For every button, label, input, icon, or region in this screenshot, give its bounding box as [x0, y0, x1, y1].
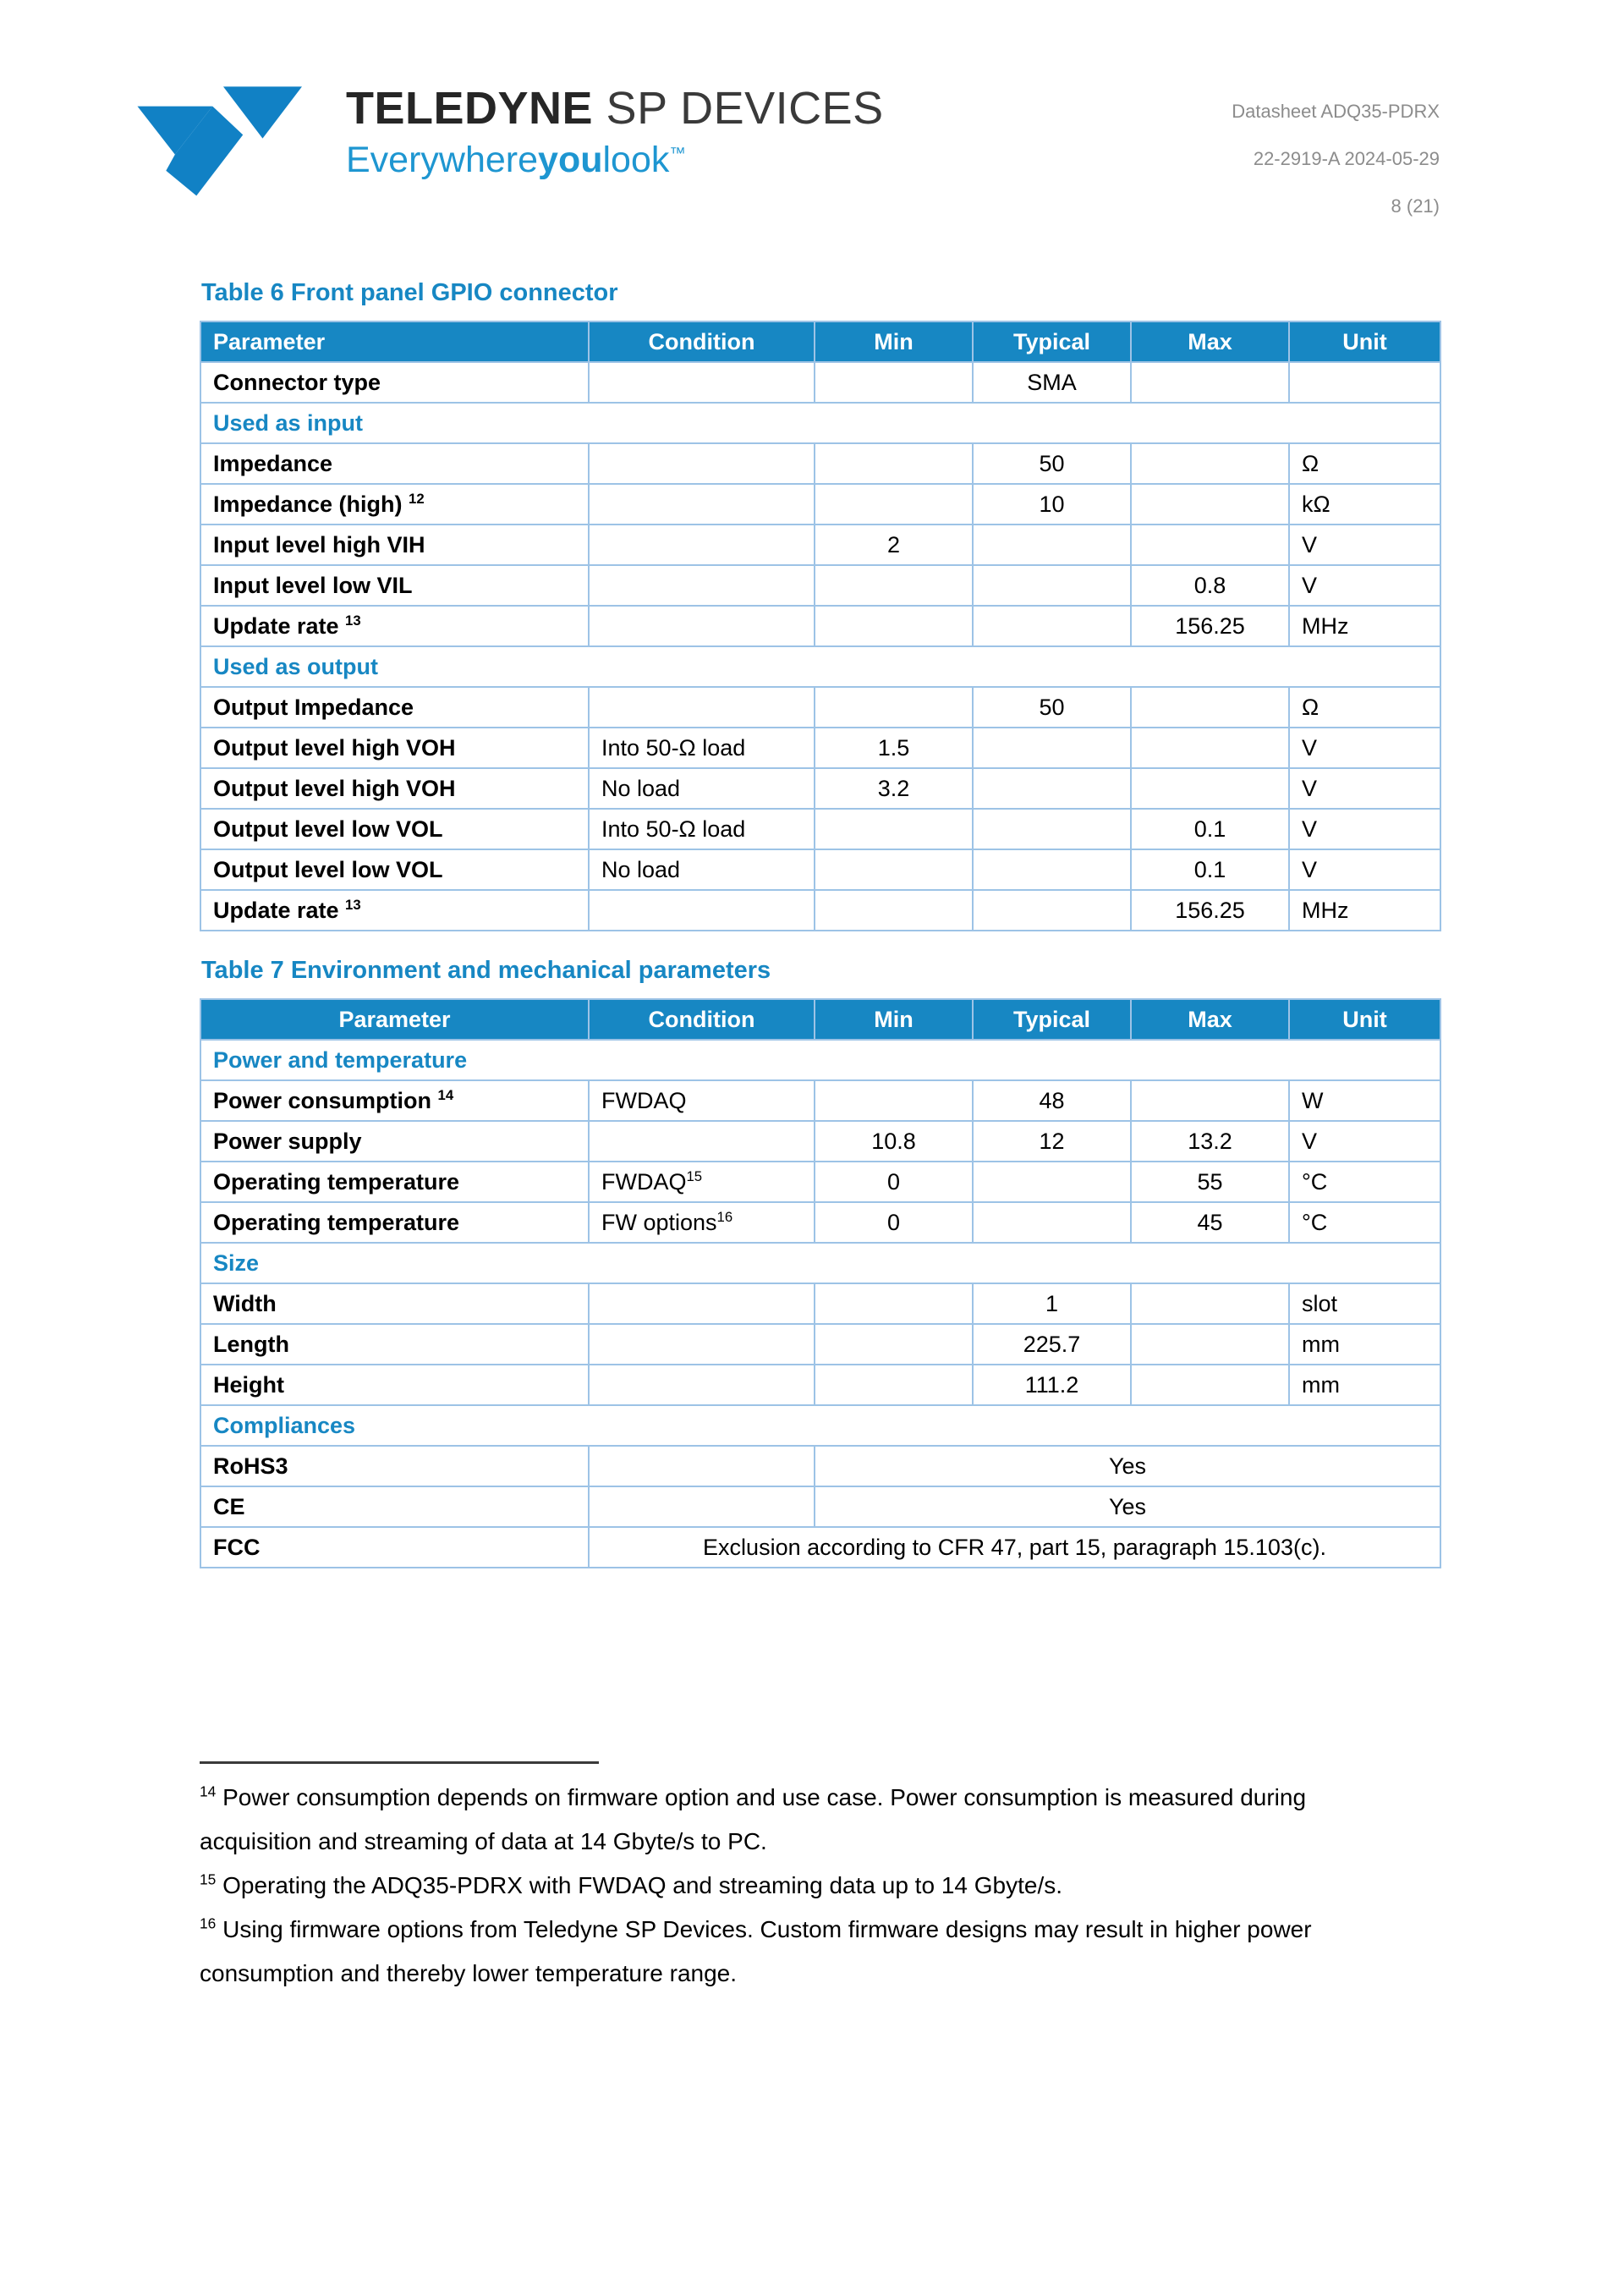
parameter-cell: Output Impedance [200, 687, 589, 728]
table-row [200, 1121, 1440, 1162]
max-cell: 0.1 [1131, 849, 1289, 890]
unit-cell: MHz [1289, 606, 1440, 646]
table-row [200, 484, 1440, 525]
table-row [200, 1202, 1440, 1243]
table-row [200, 443, 1440, 484]
section-row [200, 1243, 1440, 1283]
header-row [200, 321, 1440, 362]
parameter-cell: Update rate $^{13}$ [200, 890, 589, 931]
section-row [200, 403, 1440, 443]
typical-cell: 12 [973, 1121, 1131, 1162]
condition-cell: FW options$^{16}$ [589, 1202, 815, 1243]
typical-cell: 10 [973, 484, 1131, 525]
unit-cell: Ω [1289, 687, 1440, 728]
parameter-cell: Input level high VIH [200, 525, 589, 565]
condition-cell [589, 525, 815, 565]
unit-cell: V [1289, 1121, 1440, 1162]
min-cell [815, 1324, 973, 1365]
table-row [200, 809, 1440, 849]
superscript-ref: 16 [716, 1208, 733, 1225]
typical-cell [973, 849, 1131, 890]
section-row [200, 1040, 1440, 1080]
condition-cell [589, 484, 815, 525]
condition-cell [589, 1121, 815, 1162]
table-row [200, 1365, 1440, 1405]
min-cell [815, 1080, 973, 1121]
table-row [200, 1446, 1440, 1486]
unit-cell: °C [1289, 1162, 1440, 1202]
superscript-ref: 13 [345, 896, 361, 913]
max-cell [1131, 1283, 1289, 1324]
footnote-number: 15 [200, 1870, 217, 1888]
table6-title: Table 6 Front panel GPIO connector [201, 279, 618, 306]
condition-cell [589, 1486, 815, 1527]
parameter-cell: Impedance (high) $^{12}$ [200, 484, 589, 525]
column-header-condition: Condition [589, 999, 815, 1040]
merged-value-cell: Exclusion according to CFR 47, part 15, paragraph 15.103(c). [589, 1527, 1440, 1568]
unit-cell: mm [1289, 1324, 1440, 1365]
column-header-unit: Unit [1289, 321, 1440, 362]
column-header-min: Min [815, 321, 973, 362]
max-cell: 55 [1131, 1162, 1289, 1202]
superscript-ref: 15 [686, 1167, 703, 1184]
typical-cell [973, 606, 1131, 646]
max-cell: 0.1 [1131, 809, 1289, 849]
column-header-typical: Typical [973, 321, 1131, 362]
min-cell: 1.5 [815, 728, 973, 768]
tagline-pre: Everywhere [346, 139, 539, 180]
condition-cell: FWDAQ$^{15}$ [589, 1162, 815, 1202]
min-cell [815, 1365, 973, 1405]
doc-title: Datasheet ADQ35-PDRX [1232, 101, 1440, 122]
unit-cell: V [1289, 849, 1440, 890]
unit-cell: mm [1289, 1365, 1440, 1405]
tagline-you: you [538, 139, 603, 180]
superscript-ref: 13 [345, 612, 361, 629]
typical-cell: 50 [973, 443, 1131, 484]
page-number: 8 (21) [1391, 195, 1440, 217]
superscript-ref: 14 [437, 1086, 454, 1103]
condition-cell [589, 1365, 815, 1405]
typical-cell [973, 565, 1131, 606]
typical-cell: 48 [973, 1080, 1131, 1121]
footnote-number: 16 [200, 1914, 217, 1932]
condition-cell [589, 890, 815, 931]
unit-cell: V [1289, 565, 1440, 606]
page-content [200, 279, 1440, 1996]
section-row [200, 646, 1440, 687]
section-label: Power and temperature [200, 1040, 1440, 1080]
unit-cell: °C [1289, 1202, 1440, 1243]
brand-name [346, 85, 884, 133]
max-cell [1131, 1080, 1289, 1121]
table-row [200, 1283, 1440, 1324]
doc-revision-date: 22-2919-A 2024-05-29 [1253, 148, 1440, 169]
parameter-cell: Operating temperature [200, 1162, 589, 1202]
condition-cell: No load [589, 849, 815, 890]
column-header-parameter: Parameter [200, 321, 589, 362]
condition-cell [589, 1446, 815, 1486]
condition-cell: Into 50-Ω load [589, 809, 815, 849]
column-header-unit: Unit [1289, 999, 1440, 1040]
brand-block [108, 81, 884, 206]
condition-cell [589, 362, 815, 403]
parameter-cell: Input level low VIL [200, 565, 589, 606]
min-cell: 2 [815, 525, 973, 565]
section-label: Used as output [200, 646, 1440, 687]
table-row [200, 890, 1440, 931]
section-label: Compliances [200, 1405, 1440, 1446]
footnote-number: 14 [200, 1782, 217, 1800]
min-cell [815, 1283, 973, 1324]
min-cell [815, 484, 973, 525]
table-row [200, 565, 1440, 606]
parameter-cell: Width [200, 1283, 589, 1324]
parameter-cell: Output level low VOL [200, 849, 589, 890]
table-row [200, 1527, 1440, 1568]
parameter-cell: Output level high VOH [200, 768, 589, 809]
parameter-cell: Power supply [200, 1121, 589, 1162]
merged-value-cell: Yes [815, 1486, 1440, 1527]
min-cell: 0 [815, 1162, 973, 1202]
unit-cell: Ω [1289, 443, 1440, 484]
min-cell [815, 687, 973, 728]
max-cell [1131, 525, 1289, 565]
column-header-min: Min [815, 999, 973, 1040]
min-cell: 0 [815, 1202, 973, 1243]
unit-cell: V [1289, 728, 1440, 768]
condition-cell [589, 443, 815, 484]
max-cell [1131, 362, 1289, 403]
min-cell [815, 362, 973, 403]
max-cell: 0.8 [1131, 565, 1289, 606]
environment-mechanical-table [200, 998, 1441, 1568]
typical-cell: 225.7 [973, 1324, 1131, 1365]
typical-cell [973, 1202, 1131, 1243]
table7-title: Table 7 Environment and mechanical parameters [201, 957, 771, 984]
typical-cell [973, 1162, 1131, 1202]
table-row [200, 1162, 1440, 1202]
column-header-typical: Typical [973, 999, 1131, 1040]
max-cell: 156.25 [1131, 890, 1289, 931]
table-row [200, 362, 1440, 403]
unit-cell [1289, 362, 1440, 403]
max-cell [1131, 687, 1289, 728]
brand-name-teledyne: TELEDYNE [346, 83, 594, 134]
header-row [200, 999, 1440, 1040]
unit-cell: W [1289, 1080, 1440, 1121]
unit-cell: kΩ [1289, 484, 1440, 525]
typical-cell [973, 768, 1131, 809]
tagline-post: look [602, 139, 670, 180]
parameter-cell: Output level low VOL [200, 809, 589, 849]
document-info [1232, 88, 1440, 230]
max-cell [1131, 443, 1289, 484]
brand-tagline [346, 140, 884, 181]
typical-cell [973, 890, 1131, 931]
parameter-cell: Impedance [200, 443, 589, 484]
typical-cell: 50 [973, 687, 1131, 728]
table-row [200, 687, 1440, 728]
min-cell [815, 849, 973, 890]
min-cell [815, 809, 973, 849]
superscript-ref: 12 [409, 490, 425, 507]
condition-cell: No load [589, 768, 815, 809]
section-row [200, 1405, 1440, 1446]
table-row [200, 1324, 1440, 1365]
table-row [200, 1486, 1440, 1527]
parameter-cell: Connector type [200, 362, 589, 403]
parameter-cell: Length [200, 1324, 589, 1365]
parameter-cell: Output level high VOH [200, 728, 589, 768]
typical-cell: 1 [973, 1283, 1131, 1324]
max-cell: 45 [1131, 1202, 1289, 1243]
brand-name-sp-devices: SP DEVICES [593, 83, 884, 134]
table-row [200, 768, 1440, 809]
condition-cell: Into 50-Ω load [589, 728, 815, 768]
max-cell [1131, 1324, 1289, 1365]
parameter-cell: Height [200, 1365, 589, 1405]
column-header-condition: Condition [589, 321, 815, 362]
footnote: $^{16}$ Using firmware options from Teledyne SP Devices. Custom firmware designs may result in higher power consumption and thereby lower temperature range. [200, 1914, 1312, 1986]
condition-cell [589, 1283, 815, 1324]
unit-cell: MHz [1289, 890, 1440, 931]
typical-cell [973, 809, 1131, 849]
trademark-symbol: ™ [669, 144, 686, 163]
unit-cell: V [1289, 809, 1440, 849]
footnote: $^{15}$ Operating the ADQ35-PDRX with FWDAQ and streaming data up to 14 Gbyte/s. [200, 1870, 1062, 1898]
typical-cell: SMA [973, 362, 1131, 403]
typical-cell: 111.2 [973, 1365, 1131, 1405]
min-cell [815, 890, 973, 931]
gpio-connector-table [200, 321, 1441, 931]
table-row [200, 606, 1440, 646]
teledyne-logo-icon [108, 81, 324, 206]
unit-cell: V [1289, 768, 1440, 809]
merged-value-cell: Yes [815, 1446, 1440, 1486]
section-label: Size [200, 1243, 1440, 1283]
parameter-cell: Update rate $^{13}$ [200, 606, 589, 646]
column-header-parameter: Parameter [200, 999, 589, 1040]
section-label: Used as input [200, 403, 1440, 443]
table-row [200, 525, 1440, 565]
parameter-cell: RoHS3 [200, 1446, 589, 1486]
min-cell [815, 443, 973, 484]
table-row [200, 1080, 1440, 1121]
unit-cell: V [1289, 525, 1440, 565]
max-cell [1131, 1365, 1289, 1405]
parameter-cell: Power consumption $^{14}$ [200, 1080, 589, 1121]
table-row [200, 728, 1440, 768]
condition-cell: FWDAQ [589, 1080, 815, 1121]
condition-cell [589, 1324, 815, 1365]
max-cell: 13.2 [1131, 1121, 1289, 1162]
parameter-cell: FCC [200, 1527, 589, 1568]
min-cell: 10.8 [815, 1121, 973, 1162]
min-cell: 3.2 [815, 768, 973, 809]
condition-cell [589, 606, 815, 646]
min-cell [815, 606, 973, 646]
max-cell [1131, 484, 1289, 525]
footnotes-block [200, 1776, 1380, 1996]
column-header-max: Max [1131, 321, 1289, 362]
condition-cell [589, 687, 815, 728]
max-cell [1131, 768, 1289, 809]
typical-cell [973, 728, 1131, 768]
condition-cell [589, 565, 815, 606]
table-row [200, 849, 1440, 890]
column-header-max: Max [1131, 999, 1289, 1040]
parameter-cell: CE [200, 1486, 589, 1527]
max-cell: 156.25 [1131, 606, 1289, 646]
parameter-cell: Operating temperature [200, 1202, 589, 1243]
min-cell [815, 565, 973, 606]
unit-cell: slot [1289, 1283, 1440, 1324]
typical-cell [973, 525, 1131, 565]
footnote: $^{14}$ Power consumption depends on firmware option and use case. Power consumption is measured during acquisition and streaming of data at 14 Gbyte/s to PC. [200, 1782, 1307, 1854]
footnote-separator [200, 1761, 599, 1764]
max-cell [1131, 728, 1289, 768]
brand-text [346, 81, 884, 181]
